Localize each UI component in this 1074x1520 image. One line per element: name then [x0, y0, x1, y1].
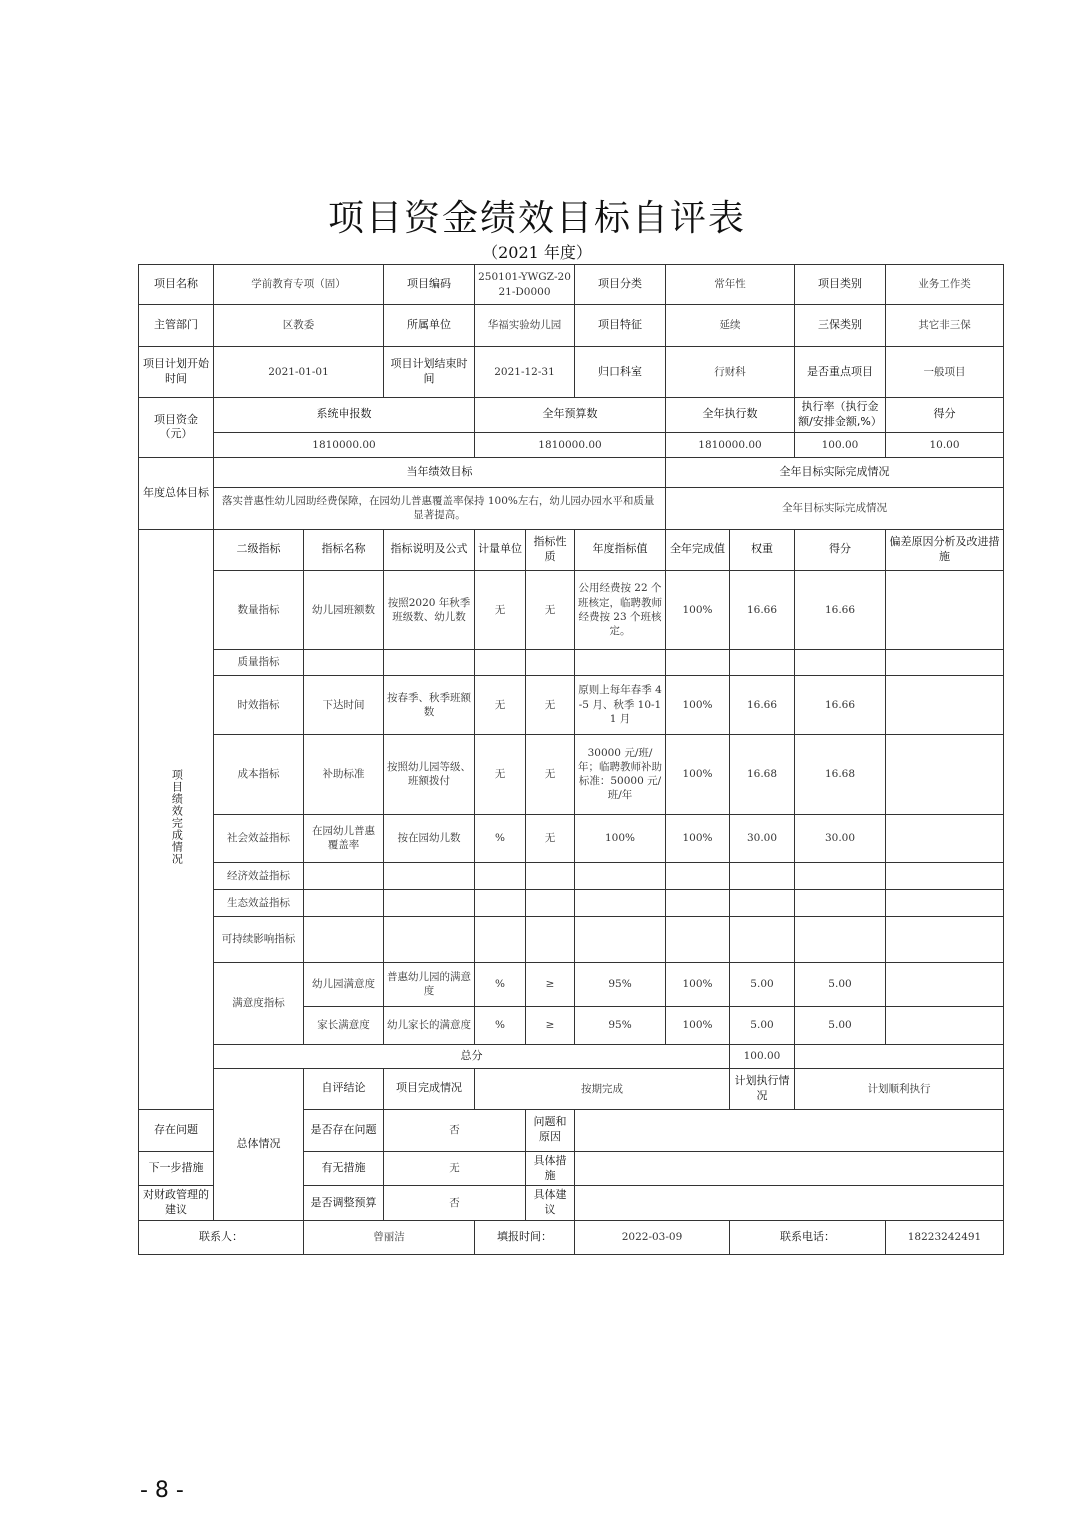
quantity-done: 100%: [666, 570, 730, 649]
cost-unit: 无: [475, 734, 526, 814]
social-deviation: [886, 814, 1004, 862]
budget-label: 全年预算数: [475, 398, 666, 433]
ecology-level: 生态效益指标: [214, 889, 304, 916]
quantity-name: 幼儿园班额数: [304, 570, 384, 649]
project-type-label: 项目类别: [795, 265, 886, 305]
page-title: 项目资金绩效目标自评表: [327, 198, 746, 239]
cost-desc: 按照幼儿园等级、班额拨付: [384, 734, 475, 814]
budget-value: 1810000.00: [475, 432, 666, 457]
adjust-value: 否: [384, 1186, 526, 1221]
key-project: 一般项目: [886, 347, 1004, 398]
satisfaction-desc-1: 普惠幼儿园的满意度: [384, 962, 475, 1006]
header-nature: 指标性质: [526, 529, 575, 570]
satisfaction-weight-1: 5.00: [730, 962, 795, 1006]
cost-done: 100%: [666, 734, 730, 814]
page-subtitle: （2021 年度）: [482, 243, 592, 262]
header-deviation: 偏差原因分析及改进措施: [886, 529, 1004, 570]
project-code-label: 项目编码: [384, 265, 475, 305]
sanbao: 其它非三保: [886, 305, 1004, 347]
project-category: 常年性: [666, 265, 795, 305]
completion-label: 项目完成情况: [384, 1068, 475, 1109]
dept-label: 主管部门: [139, 305, 214, 347]
quality-level: 质量指标: [214, 649, 304, 675]
cost-target: 30000 元/班/年；临聘教师补助标准：50000 元/班/年: [575, 734, 666, 814]
cost-deviation: [886, 734, 1004, 814]
perf-side-label: [139, 529, 214, 1109]
project-name-label: 项目名称: [139, 265, 214, 305]
office: 行财科: [666, 347, 795, 398]
quantity-score: 16.66: [795, 570, 886, 649]
timeliness-deviation: [886, 675, 1004, 734]
timeliness-unit: 无: [475, 675, 526, 734]
header-name: 指标名称: [304, 529, 384, 570]
quantity-level: 数量指标: [214, 570, 304, 649]
quantity-weight: 16.66: [730, 570, 795, 649]
total-empty: [795, 1044, 1004, 1068]
header-target: 年度指标值: [575, 529, 666, 570]
sanbao-label: 三保类别: [795, 305, 886, 347]
social-nature: 无: [526, 814, 575, 862]
phone: 18223242491: [886, 1221, 1004, 1255]
social-done: 100%: [666, 814, 730, 862]
header-unit: 计量单位: [475, 529, 526, 570]
quantity-target: 公用经费按 22 个班核定，临聘教师经费按 23 个班核定。: [575, 570, 666, 649]
social-score: 30.00: [795, 814, 886, 862]
annual-actual-text: 全年目标实际完成情况: [666, 487, 1004, 529]
feature-label: 项目特征: [575, 305, 666, 347]
phone-label: 联系电话：: [730, 1221, 886, 1255]
project-code: 250101-YWGZ-2021-D0000: [475, 265, 575, 305]
plan-label: 计划执行情况: [730, 1068, 795, 1109]
measure-value: [575, 1151, 1004, 1186]
satisfaction-desc-2: 幼儿家长的满意度: [384, 1006, 475, 1044]
funds-score-value: 10.00: [886, 432, 1004, 457]
unit-label: 所属单位: [384, 305, 475, 347]
satisfaction-unit-1: %: [475, 962, 526, 1006]
social-weight: 30.00: [730, 814, 795, 862]
funds-score-label: 得分: [886, 398, 1004, 433]
dept: 区教委: [214, 305, 384, 347]
satisfaction-name-1: 幼儿园满意度: [304, 962, 384, 1006]
next-label: 下一步措施: [139, 1151, 214, 1186]
quantity-deviation: [886, 570, 1004, 649]
office-label: 归口科室: [575, 347, 666, 398]
declared-label: 系统申报数: [214, 398, 475, 433]
quantity-nature: 无: [526, 570, 575, 649]
header-desc: 指标说明及公式: [384, 529, 475, 570]
annual-target-label: 年度总体目标: [139, 457, 214, 529]
plan-value: 计划顺利执行: [795, 1068, 1004, 1109]
overall-label: 总体情况: [214, 1068, 304, 1220]
advice-label: 对财政管理的建议: [139, 1186, 214, 1221]
target-header: 当年绩效目标: [214, 457, 666, 487]
satisfaction-deviation-2: [886, 1006, 1004, 1044]
satisfaction-score-1: 5.00: [795, 962, 886, 1006]
satisfaction-unit-2: %: [475, 1006, 526, 1044]
economic-level: 经济效益指标: [214, 862, 304, 889]
header-level: 二级指标: [214, 529, 304, 570]
contact-person: 曾丽洁: [304, 1221, 475, 1255]
satisfaction-target-2: 95%: [575, 1006, 666, 1044]
contact-person-label: 联系人：: [139, 1221, 304, 1255]
social-desc: 按在园幼儿数: [384, 814, 475, 862]
timeliness-weight: 16.66: [730, 675, 795, 734]
social-unit: %: [475, 814, 526, 862]
project-name: 学前教育专项（固）: [214, 265, 384, 305]
satisfaction-nature-2: ≥: [526, 1006, 575, 1044]
quantity-unit: 无: [475, 570, 526, 649]
header-score: 得分: [795, 529, 886, 570]
evaluation-table: [138, 264, 1004, 1255]
measure-label: 具体措施: [526, 1151, 575, 1186]
cost-weight: 16.68: [730, 734, 795, 814]
cost-nature: 无: [526, 734, 575, 814]
advice-detail-value: [575, 1186, 1004, 1221]
unit: 华福实验幼儿园: [475, 305, 575, 347]
header-weight: 权重: [730, 529, 795, 570]
social-level: 社会效益指标: [214, 814, 304, 862]
has-problem-value: 否: [384, 1109, 526, 1151]
reason-value: [575, 1109, 1004, 1151]
project-type: 业务工作类: [886, 265, 1004, 305]
satisfaction-weight-2: 5.00: [730, 1006, 795, 1044]
timeliness-nature: 无: [526, 675, 575, 734]
timeliness-desc: 按春季、秋季班额数: [384, 675, 475, 734]
advice-detail-label: 具体建议: [526, 1186, 575, 1221]
cost-level: 成本指标: [214, 734, 304, 814]
key-project-label: 是否重点项目: [795, 347, 886, 398]
annual-target-text: 落实普惠性幼儿园助经费保障，在园幼儿普惠覆盖率保持 100%左右，幼儿园办园水平和质量显著提高。: [214, 487, 666, 529]
actual-header: 全年目标实际完成情况: [666, 457, 1004, 487]
adjust-label: 是否调整预算: [304, 1186, 384, 1221]
end-date: 2021-12-31: [475, 347, 575, 398]
funds-label: 项目资金（元）: [139, 398, 214, 458]
timeliness-score: 16.66: [795, 675, 886, 734]
declared-value: 1810000.00: [214, 432, 475, 457]
total-value: 100.00: [730, 1044, 795, 1068]
cost-name: 补助标准: [304, 734, 384, 814]
quantity-desc: 按照2020 年秋季班级数、幼儿数: [384, 570, 475, 649]
page-number: - 8 -: [140, 1478, 184, 1503]
feature: 延续: [666, 305, 795, 347]
has-measure-label: 有无措施: [304, 1151, 384, 1186]
social-name: 在园幼儿普惠覆盖率: [304, 814, 384, 862]
rate-label: 执行率（执行金额/安排金额,%）: [795, 398, 886, 433]
satisfaction-level: 满意度指标: [214, 962, 304, 1044]
problem-label: 存在问题: [139, 1109, 214, 1151]
satisfaction-nature-1: ≥: [526, 962, 575, 1006]
satisfaction-deviation-1: [886, 962, 1004, 1006]
completion-value: 按期完成: [475, 1068, 730, 1109]
satisfaction-target-1: 95%: [575, 962, 666, 1006]
social-target: 100%: [575, 814, 666, 862]
timeliness-done: 100%: [666, 675, 730, 734]
has-problem-label: 是否存在问题: [304, 1109, 384, 1151]
satisfaction-done-2: 100%: [666, 1006, 730, 1044]
total-label: 总分: [214, 1044, 730, 1068]
timeliness-target: 原则上每年春季 4-5 月、秋季 10-11 月: [575, 675, 666, 734]
timeliness-level: 时效指标: [214, 675, 304, 734]
timeliness-name: 下达时间: [304, 675, 384, 734]
executed-value: 1810000.00: [666, 432, 795, 457]
has-measure-value: 无: [384, 1151, 526, 1186]
fill-date-label: 填报时间：: [475, 1221, 575, 1255]
start-date: 2021-01-01: [214, 347, 384, 398]
reason-label: 问题和原因: [526, 1109, 575, 1151]
satisfaction-name-2: 家长满意度: [304, 1006, 384, 1044]
satisfaction-score-2: 5.00: [795, 1006, 886, 1044]
satisfaction-done-1: 100%: [666, 962, 730, 1006]
end-label: 项目计划结束时间: [384, 347, 475, 398]
conclusion-label: 自评结论: [304, 1068, 384, 1109]
fill-date: 2022-03-09: [575, 1221, 730, 1255]
sustain-level: 可持续影响指标: [214, 916, 304, 962]
project-category-label: 项目分类: [575, 265, 666, 305]
start-label: 项目计划开始时间: [139, 347, 214, 398]
cost-score: 16.68: [795, 734, 886, 814]
rate-value: 100.00: [795, 432, 886, 457]
perf-side-text: 项目绩效完成情况: [170, 768, 184, 865]
header-done: 全年完成值: [666, 529, 730, 570]
executed-label: 全年执行数: [666, 398, 795, 433]
